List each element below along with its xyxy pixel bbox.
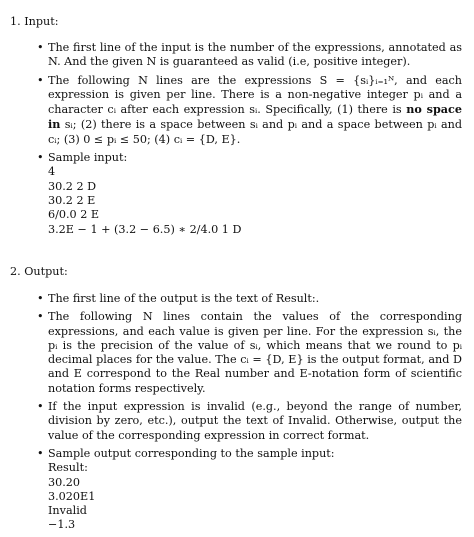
emphasis-no-space: no space in <box>48 102 462 132</box>
section-input-heading: 1. Input: <box>10 15 59 28</box>
section-output-heading: 2. Output: <box>10 265 68 278</box>
list-item <box>37 292 462 306</box>
sample-output-line: −1.3 <box>48 518 76 532</box>
sample-input-line: 30.2 2 E <box>48 193 96 207</box>
sample-input-line: 6/0.0 2 E <box>48 208 100 222</box>
sample-output-line: Invalid <box>48 504 87 518</box>
output-item-3: If the input expression is invalid (e.g., beyond the range of number, division by zero, etc.), output the text of Invalid. Otherwise, output the value of the corresponding expression in correct format. <box>48 400 462 442</box>
list-item <box>37 73 462 147</box>
sample-output-label: Sample output corresponding to the sample input: <box>48 446 335 460</box>
bullet: • <box>37 151 44 165</box>
output-item-1: The first line of the output is the text of Result:. <box>48 292 320 305</box>
sample-output-line: 30.20 <box>48 475 81 489</box>
list-item <box>37 310 462 396</box>
bullet: • <box>37 446 44 460</box>
list-item <box>37 400 462 443</box>
bullet: • <box>37 310 44 324</box>
input-item-2: The following N lines are the expressions S = {sᵢ}ᵢ₌₁ᴺ, and each expression is given per line. There is a non-negative integer pᵢ and a character cᵢ after each expression sᵢ. Specifically, (1) there is no space in sᵢ; (2) there is a space between sᵢ and pᵢ and a space between pᵢ and cᵢ; (3) 0 ≤ pᵢ ≤ 50; (4) cᵢ = {D, E}. <box>48 73 462 146</box>
list-item <box>37 446 462 533</box>
list-item <box>37 151 462 237</box>
sample-output-line: Result: <box>48 461 88 475</box>
bullet: • <box>37 400 44 414</box>
list-item <box>37 41 462 70</box>
sample-input-label: Sample input: <box>48 151 128 165</box>
bullet: • <box>37 73 44 87</box>
sample-output-block <box>48 461 462 532</box>
sample-input-line: 3.2E − 1 + (3.2 − 6.5) ∗ 2/4.0 1 D <box>48 222 242 236</box>
output-list <box>37 292 462 537</box>
sample-output-line: 3.020E1 <box>48 489 96 503</box>
bullet: • <box>37 41 44 54</box>
output-item-2: The following N lines contain the values of the corresponding expressions, and each value is given per line. For the expression sᵢ, the pᵢ is the precision of the value of sᵢ, which means that we round to pᵢ decimal places for the value. The cᵢ = {D, E} is the output format, and D and E correspond to the Real number and E-notation form of scientific notation forms respectively. <box>48 310 462 395</box>
input-item-1: The first line of the input is the number of the expressions, annotated as N. And the given N is guaranteed as valid (i.e, positive integer). <box>48 41 462 69</box>
sample-input-line: 4 <box>48 165 56 179</box>
bullet: • <box>37 292 44 305</box>
input-list <box>37 41 462 241</box>
sample-input-line: 30.2 2 D <box>48 179 97 193</box>
sample-input-block <box>48 165 462 236</box>
